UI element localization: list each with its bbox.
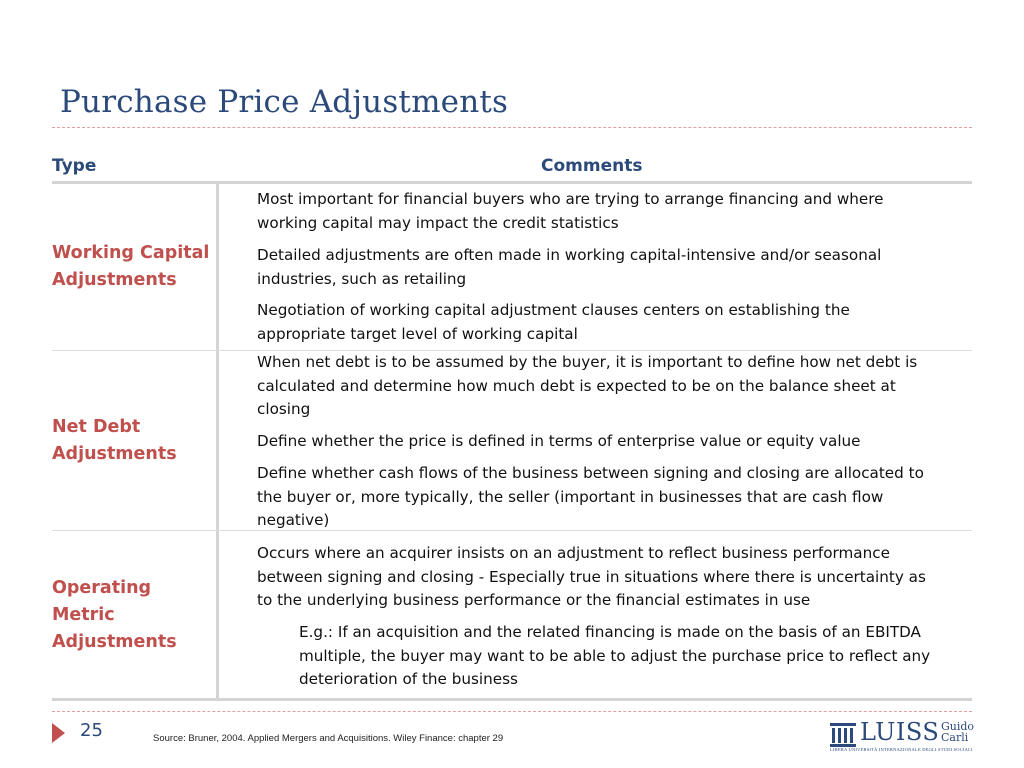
page-title: Purchase Price Adjustments	[60, 84, 509, 120]
header-type: Type	[52, 156, 97, 176]
list-item: Negotiation of working capital adjustment clauses centers on establishing the appropriate target level of working capital	[257, 301, 850, 343]
title-divider	[52, 127, 972, 128]
source-note: Source: Bruner, 2004. Applied Mergers and Acquisitions. Wiley Finance: chapter 29	[153, 733, 504, 744]
logo-text: LUISS	[860, 718, 940, 746]
page-number: 25	[80, 720, 103, 741]
list-item: Most important for financial buyers who are trying to arrange financing and where working capital may impact the credit statistics	[257, 190, 884, 232]
list-item: Occurs where an acquirer insists on an adjustment to reflect business performance between signing and closing - Especially true in situations where there is uncertainty as to the underlying business performance or the financial estimates in use	[257, 544, 926, 609]
row-type-net-debt: Net Debt Adjustments	[52, 417, 177, 464]
list-item: Detailed adjustments are often made in working capital-intensive and/or seasonal industries, such as retailing	[257, 246, 882, 288]
logo-subtext: Guido Carli	[941, 720, 975, 744]
list-item: Define whether the price is defined in terms of enterprise value or equity value	[257, 432, 861, 450]
triangle-icon	[52, 723, 65, 743]
luiss-logo	[830, 720, 974, 754]
table-bottom-line	[52, 698, 972, 701]
columns-icon	[830, 723, 856, 747]
column-divider	[216, 183, 219, 699]
row-type-operating-metric: Operating Metric Adjustments	[52, 578, 177, 652]
list-item: When net debt is to be assumed by the buyer, it is important to define how net debt is calculated and determine how much debt is expected to be on the balance sheet at closing	[257, 353, 918, 418]
row-type-working-capital: Working Capital Adjustments	[52, 243, 210, 290]
sub-list-item: E.g.: If an acquisition and the related financing is made on the basis of an EBITDA multiple, the buyer may want to be able to adjust the purchase price to reflect any deterioration of the business	[299, 623, 931, 688]
list-item: Define whether cash flows of the business between signing and closing are allocated to the buyer or, more typically, the seller (important in businesses that are cash flow negative)	[257, 464, 924, 529]
footer-divider	[52, 711, 972, 712]
logo-tagline: LIBERA UNIVERSITÀ INTERNAZIONALE DEGLI STUDI SOCIALI	[830, 747, 973, 752]
header-comments: Comments	[541, 156, 643, 176]
header-divider	[52, 181, 972, 184]
